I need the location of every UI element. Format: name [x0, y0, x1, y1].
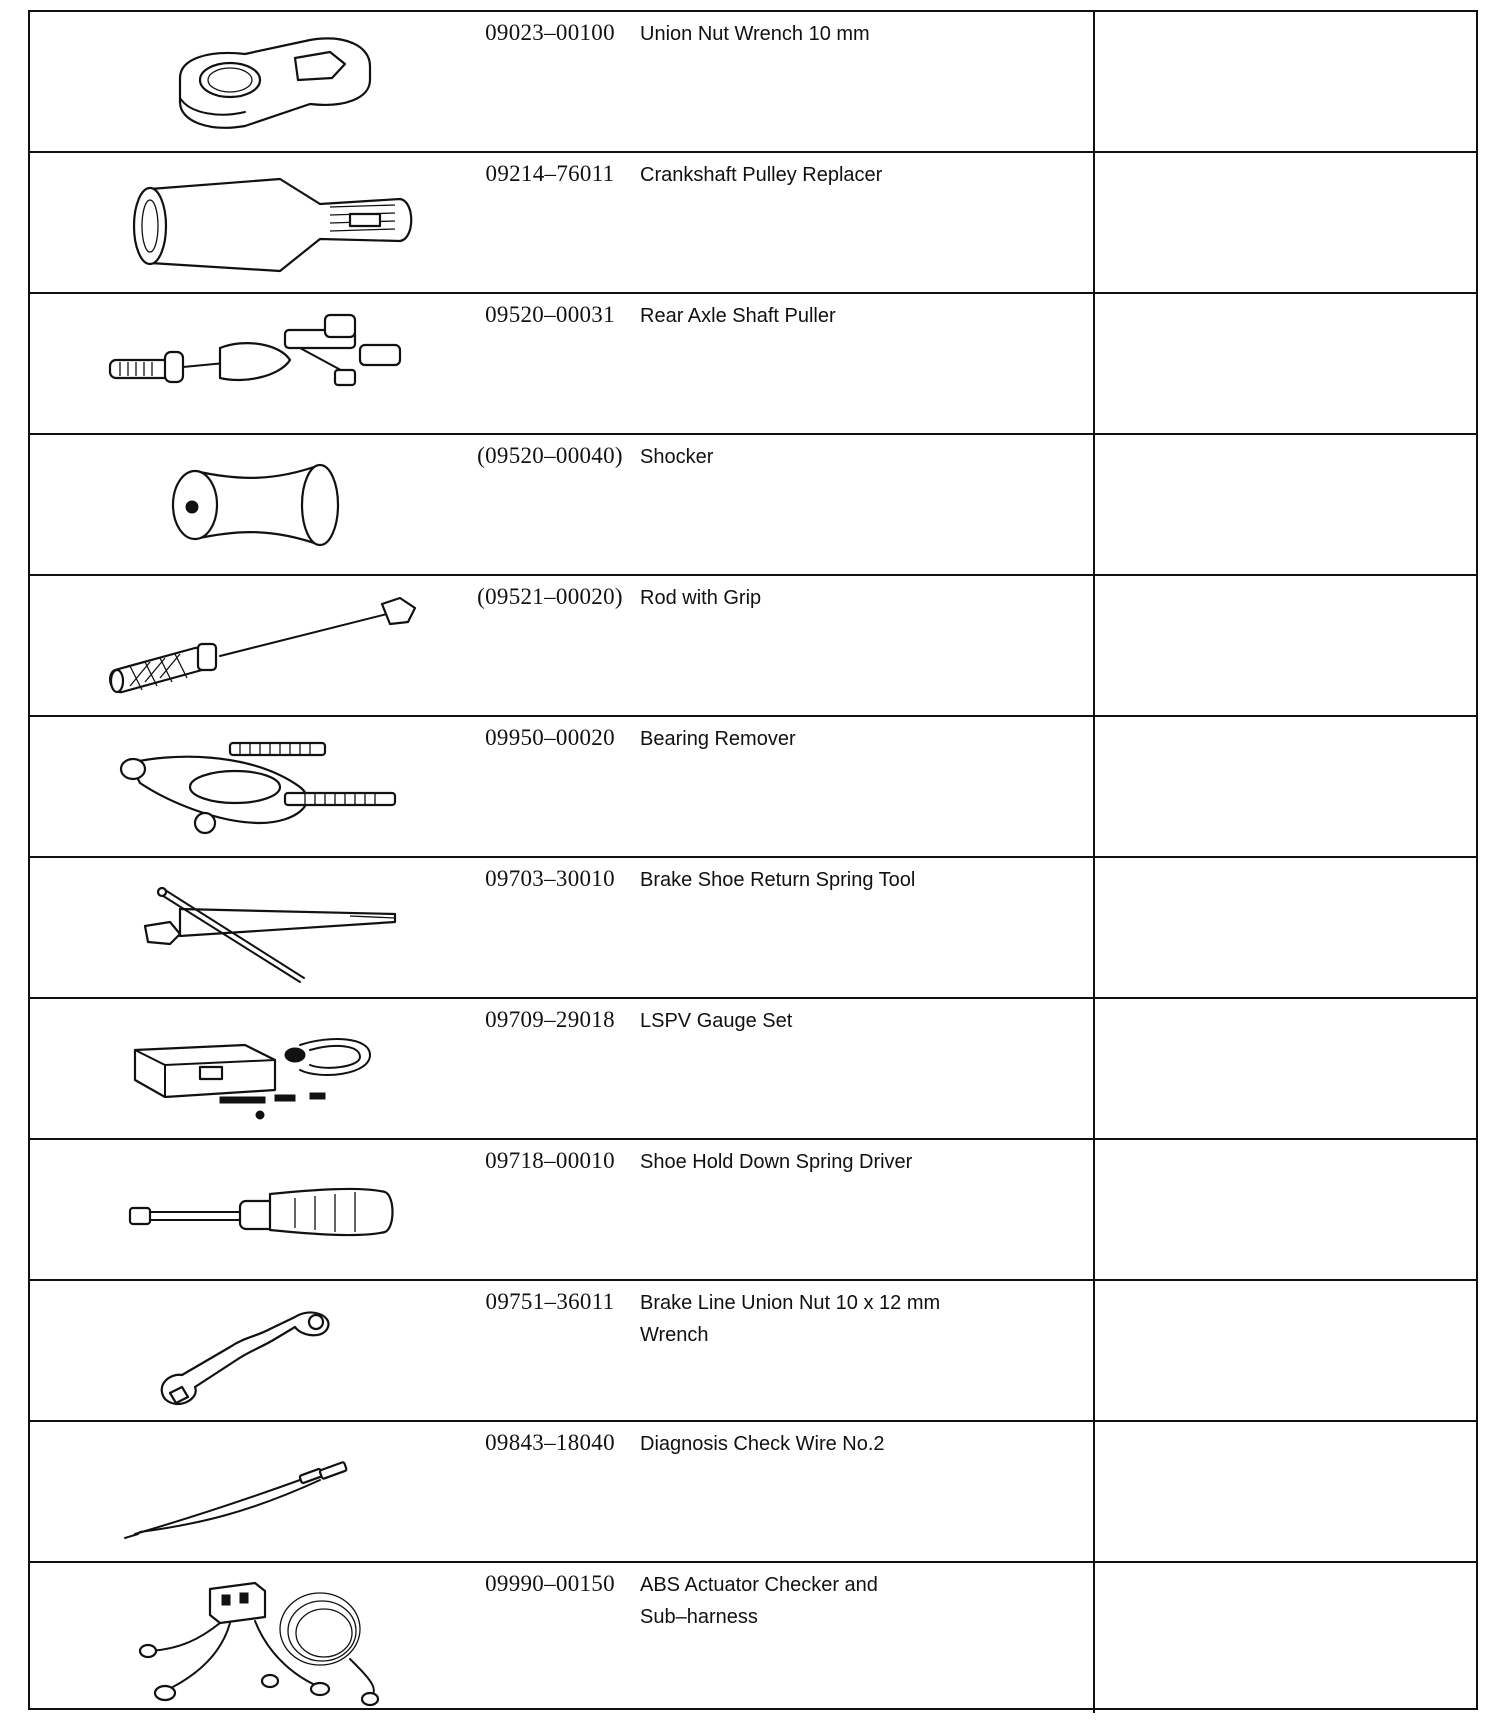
table-row [30, 717, 1476, 858]
table-row [30, 1422, 1476, 1563]
check-wire-illustration [70, 1428, 450, 1556]
tool-name: Shoe Hold Down Spring Driver [640, 1151, 913, 1173]
rear-axle-shaft-puller-illustration [70, 300, 450, 428]
part-number: 09703–30010 [485, 866, 615, 891]
table-row [30, 294, 1476, 435]
table-row [30, 435, 1476, 576]
tool-name: Brake Shoe Return Spring Tool [640, 869, 916, 891]
table-row [30, 999, 1476, 1140]
table-row [30, 576, 1476, 717]
tool-name: Shocker [640, 446, 714, 468]
part-number: (09520–00040) [477, 443, 623, 468]
tool-name: Rod with Grip [640, 587, 762, 609]
part-number: 09718–00010 [485, 1148, 615, 1173]
special-service-tools-table [28, 10, 1478, 1710]
table-row [30, 1563, 1476, 1713]
tool-name: Crankshaft Pulley Replacer [640, 164, 883, 186]
tool-name: ABS Actuator Checker and Sub–harness [640, 1574, 878, 1628]
shocker-illustration [70, 441, 450, 569]
spring-driver-illustration [70, 1146, 450, 1274]
tool-name: Diagnosis Check Wire No.2 [640, 1433, 885, 1455]
part-number: 09520–00031 [485, 302, 615, 327]
union-nut-wrench-offset-illustration [70, 1287, 450, 1415]
union-nut-wrench-illustration [70, 18, 450, 146]
part-number: 09709–29018 [485, 1007, 615, 1032]
tool-name: Brake Line Union Nut 10 x 12 mm Wrench [640, 1292, 941, 1346]
brake-shoe-spring-tool-illustration [70, 864, 450, 992]
table-row [30, 858, 1476, 999]
lspv-gauge-set-illustration [70, 1005, 450, 1133]
crankshaft-pulley-replacer-illustration [70, 159, 450, 287]
part-number: 09990–00150 [485, 1571, 615, 1596]
table-row [30, 1281, 1476, 1422]
tool-name: Rear Axle Shaft Puller [640, 305, 836, 327]
table-row [30, 153, 1476, 294]
tool-name: Union Nut Wrench 10 mm [640, 23, 870, 45]
rod-with-grip-illustration [70, 582, 450, 710]
table-row [30, 1140, 1476, 1281]
bearing-remover-illustration [70, 723, 450, 851]
part-number: 09950–00020 [485, 725, 615, 750]
part-number: 09214–76011 [485, 161, 615, 186]
part-number: (09521–00020) [477, 584, 623, 609]
part-number: 09843–18040 [485, 1430, 615, 1455]
table-row [30, 12, 1476, 153]
part-number: 09751–36011 [485, 1289, 615, 1314]
tool-name: LSPV Gauge Set [640, 1010, 793, 1032]
abs-checker-harness-illustration [70, 1569, 450, 1697]
part-number: 09023–00100 [485, 20, 615, 45]
tool-name: Bearing Remover [640, 728, 796, 750]
